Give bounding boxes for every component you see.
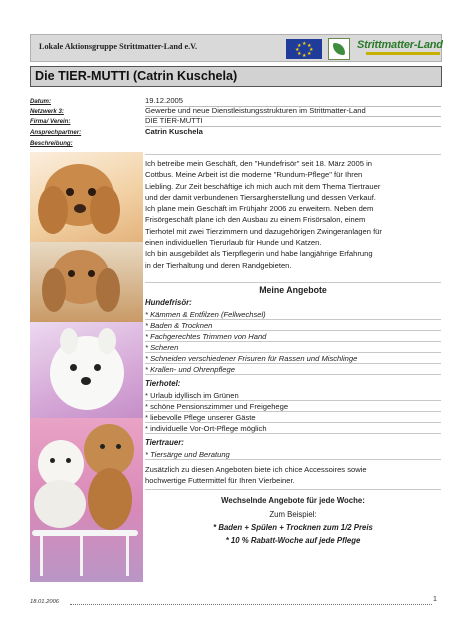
photo-spaniel-puppy — [30, 242, 143, 322]
meta-value-contact: Catrin Kuschela — [145, 127, 203, 136]
page-header — [30, 34, 442, 62]
description-text — [145, 158, 437, 271]
footer-dotted-line — [70, 604, 432, 605]
divider — [145, 154, 441, 155]
description-line: und der damit verbundenen Tiersargherstellung und dessen Verkauf. — [145, 192, 376, 202]
offer-item: * Fachgerechtes Trimmen von Hand — [145, 331, 441, 342]
description-line: Ich betreibe mein Geschäft, den "Hundefrisör" seit 18. März 2005 in — [145, 159, 372, 168]
offer-item: * Baden & Trocknen — [145, 320, 441, 331]
description-line: Cottbus. Meine Arbeit ist die moderne "Rundum-Pflege" für Ihren — [145, 170, 363, 180]
meta-value-date: 19.12.2005 — [145, 96, 184, 105]
logo-underline — [366, 52, 440, 55]
offer-item: * Tiersärge und Beratung — [145, 449, 441, 460]
offer-item: * Urlaub idyllisch im Grünen — [145, 390, 441, 401]
page-title: Die TIER-MUTTI (Catrin Kuschela) — [35, 69, 238, 83]
tierhotel-heading: Tierhotel: — [145, 379, 181, 388]
meta-label-network: Netzwerk 3: — [30, 108, 64, 115]
description-line: Liebling. Zur Zeit beschäftige ich mich auch mit dem Thema Tiertrauer — [145, 181, 381, 191]
strittmatter-land-logo: Strittmatter-Land — [357, 39, 443, 51]
description-line: Ich plane mein Geschäft im Frühjahr 2006 zu erweitern. Neben dem — [145, 204, 374, 214]
hundefrisoer-heading: Hundefrisör: — [145, 298, 192, 307]
footer-date: 18.01.2006 — [30, 599, 60, 605]
accessories-line: Zusätzlich zu diesen Angeboten biete ich chice Accessoires sowie — [145, 465, 367, 474]
offer-item: * individuelle Vor-Ort-Pflege möglich — [145, 423, 441, 434]
meta-label-date: Datum: — [30, 98, 51, 105]
offer-item: * Scheren — [145, 342, 441, 353]
weekly-offer-line: * Baden + Spülen + Trocknen zum 1/2 Preis — [213, 523, 373, 532]
description-line: in der Tierhaltung und deren Randgebieten. — [145, 260, 292, 270]
offers-heading: Meine Angebote — [259, 285, 327, 295]
divider — [145, 489, 441, 490]
accessories-line: hochwertige Futtermittel für Ihren Vierbeiner. — [145, 476, 295, 486]
accessories-text — [145, 464, 437, 487]
divider — [145, 282, 441, 283]
offer-item: * Krallen- und Ohrenpflege — [145, 364, 441, 375]
offer-item: * Schneiden verschiedener Frisuren für Rassen und Mischlinge — [145, 353, 441, 364]
page-number: 1 — [433, 596, 437, 603]
meta-value-network: Gewerbe und neue Dienstleistungsstrukturen im Strittmatter-Land — [145, 106, 366, 115]
title-box — [30, 66, 442, 87]
offer-item: * Kämmen & Entfilzen (Fellwechsel) — [145, 309, 441, 320]
meta-label-description: Beschreibung: — [30, 140, 73, 147]
description-line: Ich bin ausgebildet als Tierpflegerin und habe langjährige Erfahrung — [145, 249, 373, 259]
description-line: Frisörgeschäft plane ich den Ausbau zu einem Frisörsalon, einem — [145, 215, 366, 225]
weekly-offer-line: * 10 % Rabatt-Woche auf jede Pflege — [225, 536, 361, 545]
offer-item: * schöne Pensionszimmer und Freigehege — [145, 401, 441, 412]
photo-cocker-spaniel — [30, 152, 143, 242]
photo-dogs-on-chair — [30, 418, 143, 582]
eu-flag-icon: ★ ★ ★ ★ ★ ★ ★ ★ — [286, 39, 322, 59]
description-line: Tierhotel mit zwei Tierzimmern und dazugehörigen Zwingeranlagen für — [145, 226, 382, 236]
offer-item: * liebevolle Pflege unserer Gäste — [145, 412, 441, 423]
organization-name: Lokale Aktionsgruppe Strittmatter-Land e.V. — [39, 42, 198, 51]
description-line: einen individuellen Tierurlaub für Hunde und Katzen. — [145, 238, 322, 248]
weekly-example: Zum Beispiel: — [269, 510, 317, 519]
meta-label-company: Firma/ Verein: — [30, 118, 71, 125]
photo-westie — [30, 322, 143, 418]
tiertrauer-heading: Tiertrauer: — [145, 438, 184, 447]
meta-label-contact: Ansprechpartner: — [30, 129, 82, 136]
meta-value-company: DIE TIER-MUTTI — [145, 116, 203, 125]
leader-logo-icon — [328, 38, 350, 60]
weekly-heading: Wechselnde Angebote für jede Woche: — [221, 496, 365, 505]
dog-photos — [30, 152, 143, 582]
